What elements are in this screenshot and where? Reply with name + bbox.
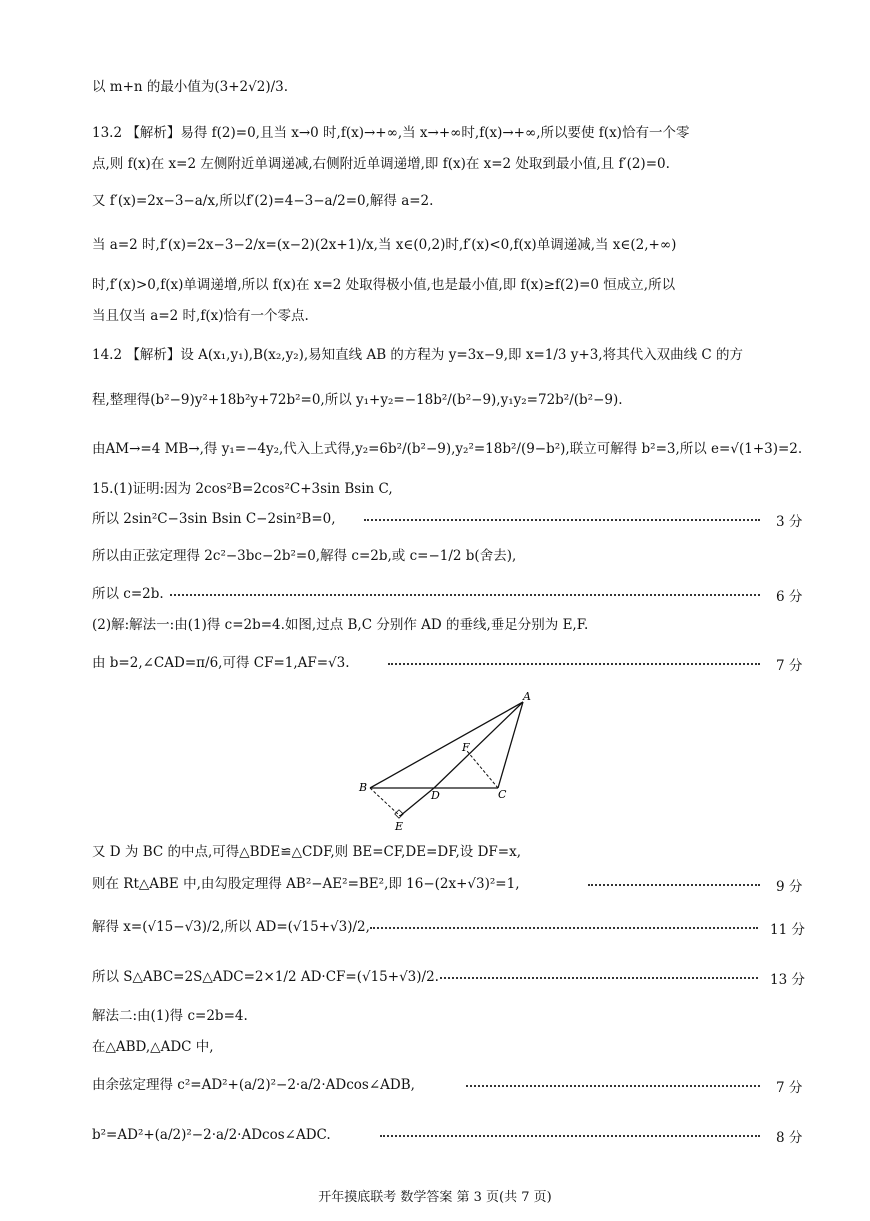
q13-line-1: 13.2 【解析】易得 f(2)=0,且当 x→0 时,f(x)→+∞,当 x→+∞时,f(x)→+∞,所以要使 f(x)恰有一个零 (92, 125, 690, 141)
q15-line-11: 解法二:由(1)得 c=2b=4. (92, 1008, 248, 1024)
score-label: 7 分 (776, 1080, 803, 1096)
q15-line-12: 在△ABD,△ADC 中, (92, 1039, 214, 1055)
q14-line-1: 14.2 【解析】设 A(x₁,y₁),B(x₂,y₂),易知直线 AB 的方程为 y=3x−9,即 x=1/3 y+3,将其代入双曲线 C 的方 (92, 347, 744, 363)
figure-label-F: F (462, 741, 470, 754)
score-label: 9 分 (776, 879, 803, 895)
q15-line-8: 则在 Rt△ABE 中,由勾股定理得 AB²−AE²=BE²,即 16−(2x+√3)²=1, (92, 876, 520, 892)
q13-line-4: 当 a=2 时,f′(x)=2x−3−2/x=(x−2)(2x+1)/x,当 x∈(0,2)时,f′(x)<0,f(x)单调递减,当 x∈(2,+∞) (92, 237, 677, 253)
q14-line-2: 程,整理得(b²−9)y²+18b²y+72b²=0,所以 y₁+y₂=−18b²/(b²−9),y₁y₂=72b²/(b²−9). (92, 392, 623, 408)
score-label: 11 分 (770, 922, 805, 938)
leader-dots (588, 884, 760, 886)
score-label: 13 分 (770, 972, 805, 988)
figure-label-A: A (523, 690, 531, 703)
leader-dots (466, 1085, 760, 1087)
score-label: 6 分 (776, 589, 803, 605)
leader-dots (370, 927, 758, 929)
figure-label-E: E (395, 820, 404, 833)
q15-line-10: 所以 S△ABC=2S△ADC=2×1/2 AD·CF=(√15+√3)/2. (92, 969, 439, 985)
figure-label-C: C (498, 788, 507, 801)
q15-line-5: (2)解:解法一:由(1)得 c=2b=4.如图,过点 B,C 分别作 AD 的垂线,垂足分别为 E,F. (92, 617, 589, 633)
q13-line-5: 时,f′(x)>0,f(x)单调递增,所以 f(x)在 x=2 处取得极小值,也是最小值,即 f(x)≥f(2)=0 恒成立,所以 (92, 277, 676, 293)
q13-line-2: 点,则 f(x)在 x=2 左侧附近单调递减,右侧附近单调递增,即 f(x)在 x=2 处取到最小值,且 f′(2)=0. (92, 156, 670, 172)
triangle-figure (355, 690, 545, 835)
q15-line-1: 15.(1)证明:因为 2cos²B=2cos²C+3sin Bsin C, (92, 481, 393, 497)
score-label: 7 分 (776, 658, 803, 674)
q13-line-6: 当且仅当 a=2 时,f(x)恰有一个零点. (92, 308, 309, 324)
leader-dots (440, 977, 758, 979)
leader-dots (388, 663, 760, 665)
q14-line-3: 由AM→=4 MB→,得 y₁=−4y₂,代入上式得,y₂=6b²/(b²−9),y₂²=18b²/(9−b²),联立可解得 b²=3,所以 e=√(1+3)=2. (92, 441, 803, 457)
q15-line-9: 解得 x=(√15−√3)/2,所以 AD=(√15+√3)/2, (92, 919, 370, 935)
q13-line-3: 又 f′(x)=2x−3−a/x,所以f′(2)=4−3−a/2=0,解得 a=2. (92, 193, 434, 209)
leader-dots (364, 519, 760, 521)
leader-dots (380, 1135, 760, 1137)
q15-line-3: 所以由正弦定理得 2c²−3bc−2b²=0,解得 c=2b,或 c=−1/2 b(舍去), (92, 548, 517, 564)
text-line: 以 m+n 的最小值为(3+2√2)/3. (92, 79, 289, 95)
figure-label-D: D (431, 789, 440, 802)
figure-label-B: B (359, 781, 368, 794)
q15-line-6: 由 b=2,∠CAD=π/6,可得 CF=1,AF=√3. (92, 655, 350, 671)
q15-line-2: 所以 2sin²C−3sin Bsin C−2sin²B=0, (92, 511, 336, 527)
score-label: 3 分 (776, 514, 803, 530)
q15-line-14: b²=AD²+(a/2)²−2·a/2·ADcos∠ADC. (92, 1127, 331, 1143)
leader-dots (170, 594, 760, 596)
score-label: 8 分 (776, 1130, 803, 1146)
q15-line-13: 由余弦定理得 c²=AD²+(a/2)²−2·a/2·ADcos∠ADB, (92, 1077, 415, 1093)
page-footer: 开年摸底联考 数学答案 第 3 页(共 7 页) (318, 1190, 552, 1205)
q15-line-4: 所以 c=2b. (92, 586, 164, 602)
q15-line-7: 又 D 为 BC 的中点,可得△BDE≌△CDF,则 BE=CF,DE=DF,设 DF=x, (92, 844, 521, 860)
